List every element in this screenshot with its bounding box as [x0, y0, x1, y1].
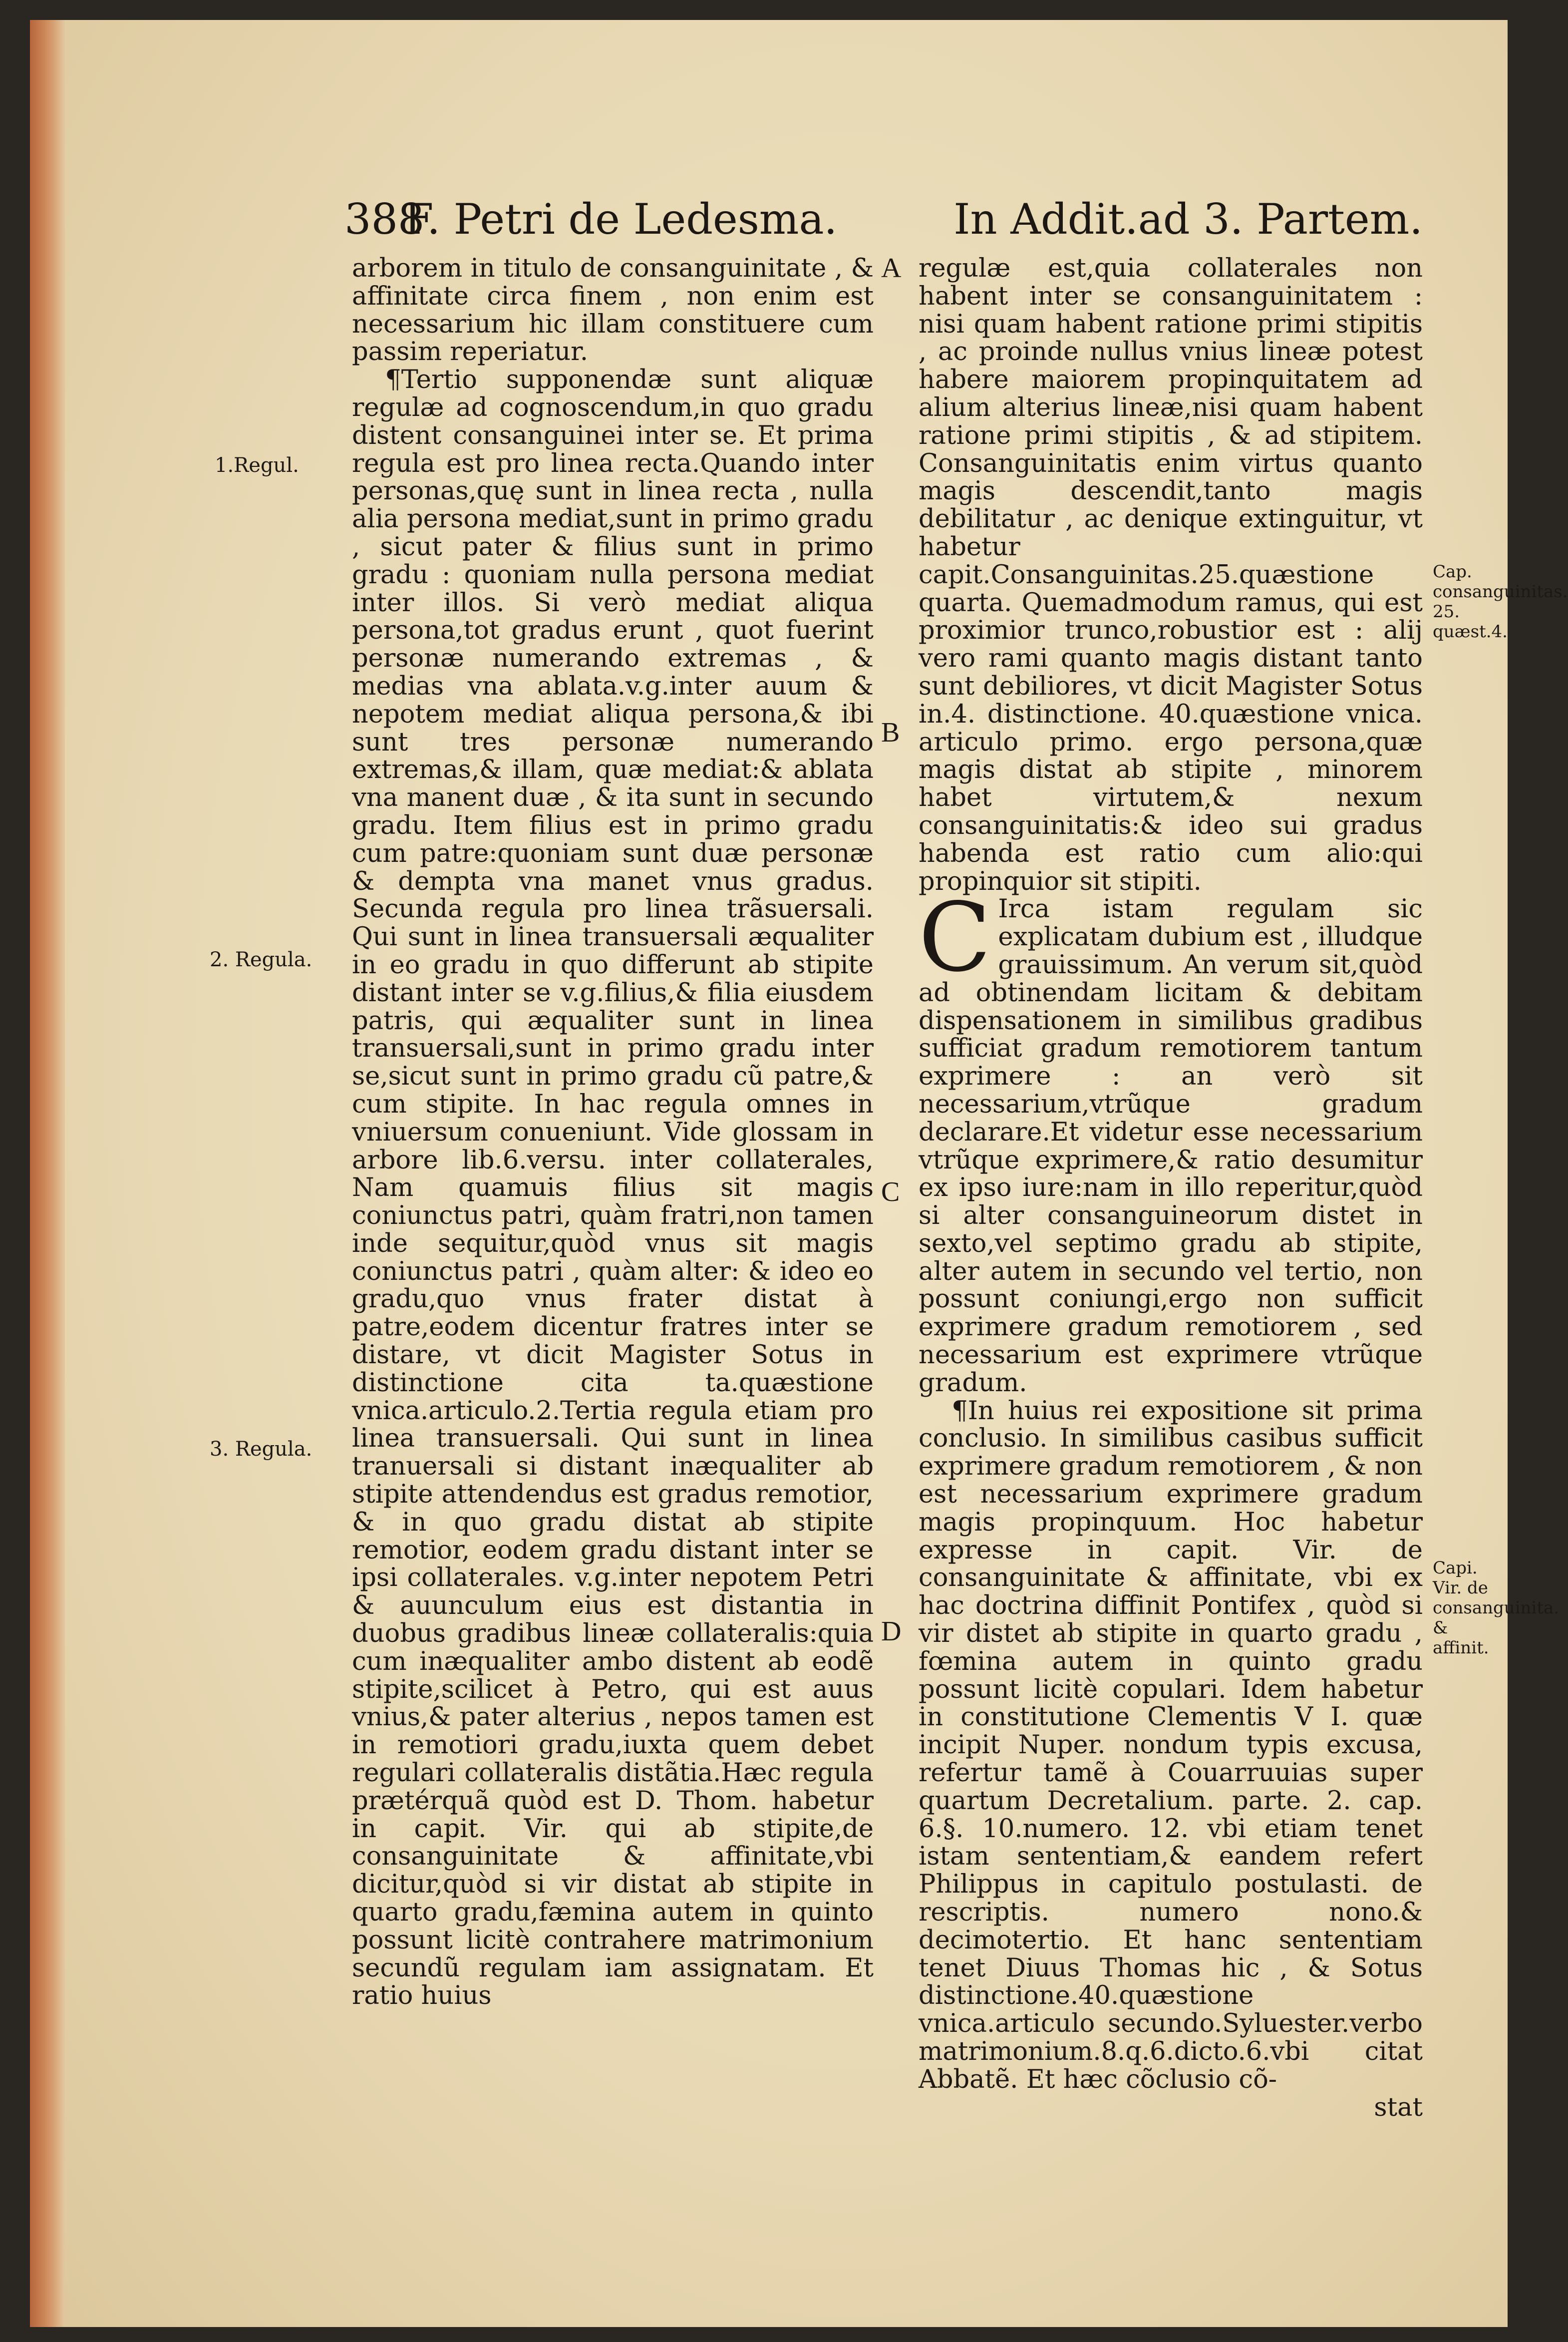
catchword: stat — [1374, 2092, 1423, 2122]
section-letter-a: A — [881, 253, 902, 284]
right-column — [919, 255, 1423, 2121]
margin-note-consanguinitas: Cap. consanguinitas. 25. quæst.4. — [1433, 562, 1568, 642]
right-paragraph-1: regulæ est,quia collaterales non habent inter se consanguinitatem : nisi quam habent ratione primi stipitis , ac proinde nullus vnius lineæ potest habere maiorem propinquitatem ad alium alterius lineæ,nisi quam habent ratione primi stipitis , & ad stipitem. Consanguinitatis enim virtus quanto magis descendit,tanto magis debilitatur , ac denique extinguitur, vt habetur capit.Consanguinitas.25.quæstione quarta. Quemadmodum ramus, qui est proximior trunco,robustior est : alij vero rami quanto magis distant tanto sunt debiliores, vt dicit Magister Sotus in.4. distinctione. 40.quæstione vnica. articulo primo. ergo persona,quæ magis distat ab stipite , minorem habet virtutem,& nexum consanguinitatis:& ideo sui gradus habenda est ratio cum alio:qui propinquior sit stipiti. — [919, 254, 1423, 896]
right-paragraph-3: ¶In huius rei expositione sit prima conclusio. In similibus casibus sufficit exprimere gradum remotiorem , & non est necessarium exprimere gradum magis propinquum. Hoc habetur expresse in capit. Vir. de consanguinitate & affinitate, vbi ex hac doctrina diffinit Pontifex , quòd si vir distet ab stipite in quarto gradu , fœmina autem in quinto gradu possunt licitè copulari. Idem habetur in constitutione Clementis V I. quæ incipit Nuper. nondum typis excusa, refertur tamẽ à Couarruuias super quartum Decretalium. parte. 2. cap. 6.§. 10.numero. 12. vbi etiam tenet istam sententiam,& eandem refert Philippus in capitulo postulasti. de rescriptis. numero nono.& decimotertio. Et hanc sententiam tenet Diuus Thomas hic , & Sotus distinctione.40.quæstione vnica.articulo secundo.Syluester.verbo matrimonium.8.q.6.dicto.6.vbi citat Abbatẽ. Et hæc cõclusio cõ- — [919, 1396, 1423, 2094]
drop-cap: C — [919, 882, 991, 993]
margin-note-capi-vir: Capi. Vir. de consanguinita. & affinit. — [1433, 1558, 1560, 1658]
left-paragraph-1: arborem in titulo de consanguinitate , & affinitate circa finem , non enim est necessarium hic illam constituere cum passim reperiatur. — [352, 254, 874, 367]
author-title: F. Petri de Ledesma. — [404, 195, 838, 244]
margin-note-rule-2: 2. Regula. — [210, 948, 313, 971]
section-title: In Addit.ad 3. Partem. — [953, 195, 1423, 244]
section-letter-c: C — [881, 1176, 900, 1207]
margin-note-rule-3: 3. Regula. — [210, 1438, 313, 1461]
page-number: 388 — [344, 195, 425, 244]
running-header — [344, 185, 1423, 260]
margin-note-rule-1: 1.Regul. — [215, 454, 299, 477]
section-letter-d: D — [881, 1616, 902, 1647]
left-column — [352, 255, 874, 2010]
book-page — [30, 20, 1568, 2327]
left-paragraph-2: ¶Tertio supponendæ sunt aliquæ regulæ ad cognoscendum,in quo gradu distent consanguinei inter se. Et prima regula est pro linea recta.Quando inter personas,quę sunt in linea recta , nulla alia persona mediat,sunt in primo gradu , sicut pater & filius sunt in primo gradu : quoniam nulla persona mediat inter illos. Si verò mediat aliqua persona,tot gradus erunt , quot fuerint personæ numerando extremas , & medias vna ablata.v.g.inter auum & nepotem mediat aliqua persona,& ibi sunt tres personæ numerando extremas,& illam, quæ mediat:& ablata vna manent duæ , & ita sunt in secundo gradu. Item filius est in primo gradu cum patre:quoniam sunt duæ personæ & dempta vna manet vnus gradus. Secunda regula pro linea trãsuersali. Qui sunt in linea transuersali æqualiter in eo gradu in quo differunt ab stipite distant inter se v.g.filius,& filia eiusdem patris, qui æqualiter sunt in linea transuersali,sunt in primo gradu inter se,sicut sunt in primo gradu cũ patre,& cum stipite. In hac regula omnes in vniuersum conueniunt. Vide glossam in arbore lib.6.versu. inter collaterales, Nam quamuis filius sit magis coniunctus patri, quàm fratri,non tamen inde sequitur,quòd vnus sit magis coniunctus patri , quàm alter: & ideo eo gradu,quo vnus frater distat à patre,eodem dicentur fratres inter se distare, vt dicit Magister Sotus in distinctione cita ta.quæstione vnica.articulo.2.Tertia regula etiam pro linea transuersali. Qui sunt in linea tranuersali si distant inæqualiter ab stipite attendendus est gradus remotior, & in quo gradu distat ab stipite remotior, eodem gradu distant inter se ipsi collaterales. v.g.inter nepotem Petri & auunculum eius est distantia in duobus gradibus lineæ collateralis:quia cum inæqualiter ambo distent ab eodẽ stipite,scilicet à Petro, qui est auus vnius,& pater alterius , nepos tamen est in remotiori gradu,iuxta quem debet regulari collateralis distãtia.Hæc regula prætérquã quòd est D. Thom. habetur in capit. Vir. qui ab stipite,de consanguinitate & affinitate,vbi dicitur,quòd si vir distat ab stipite in quarto gradu,fæmina autem in quinto possunt licitè contrahere matrimonium secundũ regulam iam assignatam. Et ratio huius — [352, 365, 874, 2011]
page-edge — [30, 20, 65, 2327]
section-letter-b: B — [881, 717, 900, 748]
right-paragraph-2: C Irca istam regulam sic explicatam dubium est , illudque grauissimum. An verum sit,quòd ad obtinendam licitam & debitam dispensationem in similibus gradibus sufficiat gradum remotiorem tantum exprimere : an verò sit necessarium,vtrũque gradum declarare.Et videtur esse necessarium vtrũque exprimere,& ratio desumitur ex ipso iure:nam in illo reperitur,quòd si alter consanguineorum distet in sexto,vel septimo gradu ab stipite, alter autem in secundo vel tertio, non possunt coniungi,ergo non sufficit exprimere gradum remotiorem , sed necessarium est exprimere vtrũque gradum. — [919, 882, 1423, 1398]
